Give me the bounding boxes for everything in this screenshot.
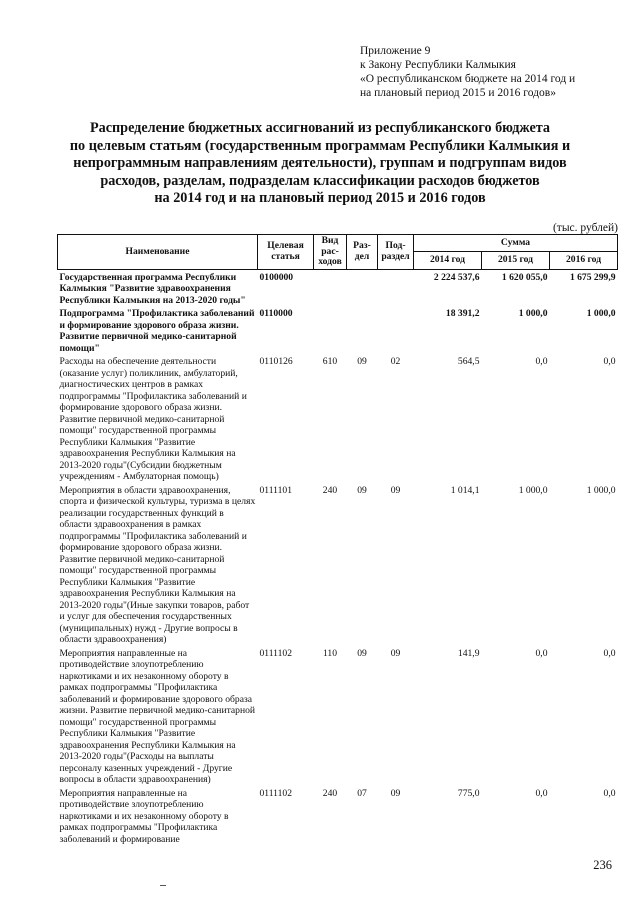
- row-2014: 1 014,1: [450, 484, 480, 496]
- title-line: по целевым статьям (государственным программам Республики Калмыкия и: [69, 137, 571, 154]
- units-label: (тыс. рублей): [552, 222, 618, 234]
- row-2015: 1 000,0: [518, 484, 548, 496]
- row-section: 07: [357, 787, 367, 799]
- row-code: 0110126: [259, 356, 293, 367]
- row-section: [347, 306, 378, 354]
- row-type: 240: [322, 787, 338, 799]
- row-2015: 0,0: [535, 787, 548, 799]
- title-line: непрограммным направлениям деятельности), группам и подгруппам видов: [73, 155, 567, 171]
- row-subsection: 09: [390, 787, 401, 799]
- row-2015: 0,0: [535, 356, 548, 367]
- row-subsection: 09: [390, 484, 401, 496]
- scan-mark: [160, 885, 166, 886]
- row-code: 0111102: [259, 787, 293, 799]
- header-type: Вид рас-ходов: [314, 235, 347, 270]
- row-name: Подпрограмма "Профилактика заболеваний и формирование здорового образа жизни. Развитие первичной медико-санитарной помощи": [59, 308, 255, 354]
- row-section: 09: [357, 647, 367, 659]
- header-2015: 2015 год: [482, 252, 550, 269]
- row-type: [314, 269, 347, 306]
- row-code: 0110000: [259, 308, 293, 319]
- header-section: Раз-дел: [347, 235, 378, 270]
- title-line: Распределение бюджетных ассигнований из республиканского бюджета: [89, 120, 551, 136]
- header-sum: Сумма: [414, 235, 618, 252]
- header-target: Целевая статья: [258, 235, 314, 270]
- row-2014: 18 391,2: [445, 308, 480, 319]
- table-row: [58, 269, 618, 306]
- row-2016: 1 000,0: [586, 308, 616, 319]
- row-name: Расходы на обеспечение деятельности (оказание услуг) поликлиник, амбулаторий, диагностических центров в рамках подпрограммы "Профилактика заболеваний и формирование здорового образа жизни. Развитие первичной медико-санитарной помощи" государственной программы Республики Калмыкия "Развитие здравоохранения Республики Калмыкия на 2013-2020 годы"(Субсидии бюджетным учреждениям - Амбулаторная помощь): [59, 356, 247, 482]
- row-section: [347, 269, 378, 306]
- row-2016: 0,0: [603, 356, 616, 367]
- row-subsection: 09: [390, 647, 401, 659]
- row-code: 0111101: [259, 484, 293, 496]
- header-name: Наименование: [58, 235, 258, 270]
- row-subsection: [378, 269, 414, 306]
- row-2014: 141,9: [457, 647, 480, 659]
- row-subsection: 02: [390, 356, 401, 367]
- appendix-line: Приложение 9: [360, 45, 431, 57]
- header-2016: 2016 год: [550, 252, 618, 269]
- table-row: [58, 646, 618, 786]
- row-2015: 1 620 055,0: [501, 271, 548, 283]
- row-type: 240: [322, 484, 338, 496]
- appendix-line: «О республиканском бюджете на 2014 год и: [360, 73, 576, 85]
- header-2014: 2014 год: [414, 252, 482, 269]
- row-2014: 564,5: [457, 356, 480, 367]
- row-2015: 1 000,0: [518, 308, 548, 319]
- table-row: [58, 306, 618, 354]
- table-row: [58, 354, 618, 483]
- title-line: расходов, разделам, подразделам классификации расходов бюджетов: [100, 172, 540, 189]
- row-2016: 1 675 299,9: [569, 271, 616, 283]
- row-type: [314, 306, 347, 354]
- row-name: Мероприятия направленные на противодействие злоупотреблению наркотиками и их незаконному обороту в рамках подпрограммы "Профилактика заболеваний и формирование: [59, 787, 229, 845]
- row-type: 610: [322, 356, 338, 367]
- header-subsection: Под-раздел: [378, 235, 414, 270]
- page-number: 236: [593, 858, 612, 872]
- appendix-note: [360, 44, 630, 100]
- row-2014: 2 224 537,6: [433, 271, 480, 283]
- row-type: 110: [322, 647, 338, 659]
- document-title: [20, 120, 620, 208]
- title-line: на 2014 год и на плановый период 2015 и 2016 годов: [154, 190, 486, 206]
- budget-table: [57, 234, 618, 845]
- row-name: Мероприятия направленные на противодействие злоупотреблению наркотиками и их незаконному обороту в рамках подпрограммы "Профилактика заболеваний и формирование здорового образа жизни. Развитие первичной медико-санитарной помощи" государственной программы Республики Калмыкия "Развитие здравоохранения Республики Калмыкия на 2013-2020 годы"(Расходы на выплаты персоналу казенных учреждений - Другие вопросы в области здравоохранения): [59, 647, 256, 785]
- row-2014: 775,0: [457, 787, 480, 799]
- row-2015: 0,0: [535, 647, 548, 659]
- row-section: 09: [357, 484, 367, 496]
- row-2016: 0,0: [603, 647, 616, 659]
- row-code: 0100000: [259, 271, 294, 283]
- appendix-line: на плановый период 2015 и 2016 годов»: [360, 87, 556, 99]
- row-name: Государственная программа Республики Калмыкия "Развитие здравоохранения Республики Калмыкия на 2013-2020 годы": [59, 271, 246, 306]
- row-code: 0111102: [259, 647, 293, 659]
- row-subsection: [378, 306, 414, 354]
- appendix-line: к Закону Республики Калмыкия: [360, 59, 516, 71]
- table-row: [58, 483, 618, 646]
- row-2016: 0,0: [603, 787, 616, 799]
- row-section: 09: [357, 356, 367, 367]
- row-name: Мероприятия в области здравоохранения, спорта и физической культуры, туризма в целях реализации государственных функций в области здравоохранения в рамках подпрограммы "Профилактика заболеваний и формирование здорового образа жизни. Развитие первичной медико-санитарной помощи" государственной программы Республики Калмыкия "Развитие здравоохранения Республики Калмыкия на 2013-2020 годы"(Иные закупки товаров, работ и услуг для обеспечения государственных (муниципальных) нужд - Другие вопросы в области здравоохранения): [59, 484, 256, 645]
- table-row: [58, 786, 618, 846]
- row-2016: 1 000,0: [586, 484, 616, 496]
